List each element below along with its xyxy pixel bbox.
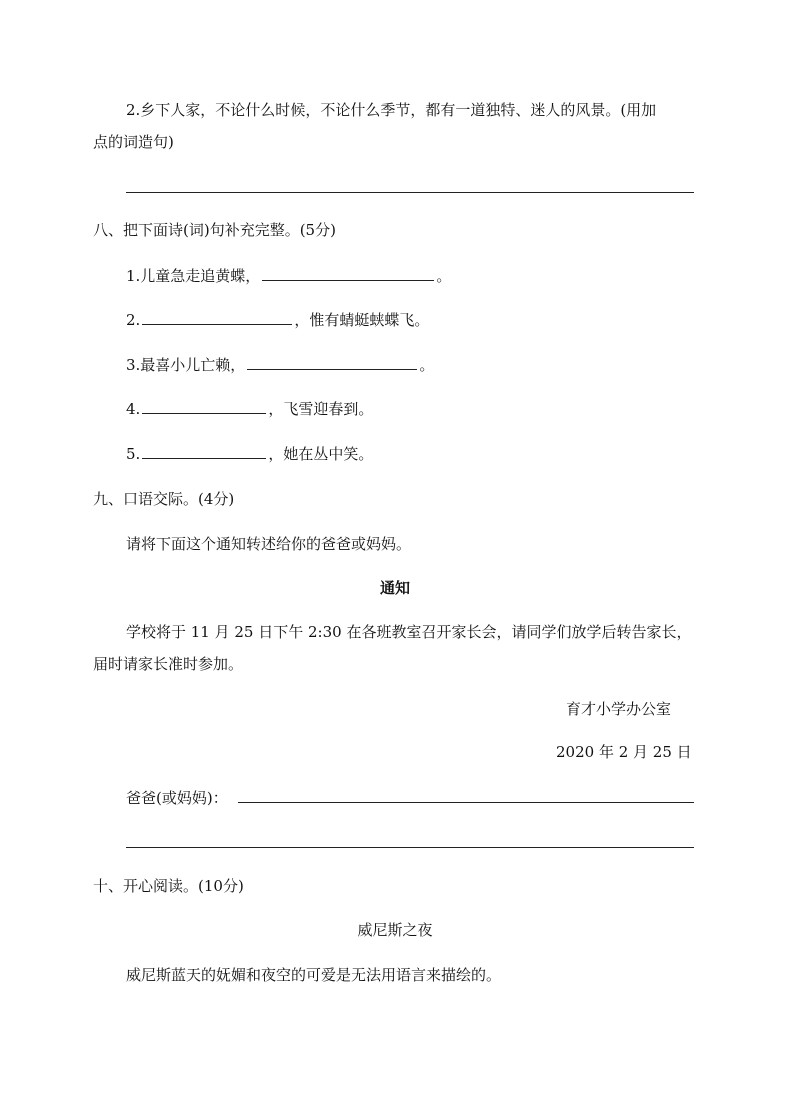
poem-item-1 [126,266,451,286]
poem-item-3-blank[interactable] [247,355,417,370]
poem-item-3-suffix: 。 [419,356,435,374]
poem-item-2-suffix: ，惟有蜻蜓蛱蝶飞。 [294,311,430,329]
poem-item-4-prefix: 4. [126,400,141,418]
poem-item-4-blank[interactable] [142,399,266,414]
section9-instruction: 请将下面这个通知转述给你的爸爸或妈妈。 [126,535,412,553]
poem-item-1-blank[interactable] [262,266,434,281]
poem-item-1-suffix: 。 [436,267,452,285]
passage-title: 威尼斯之夜 [357,921,433,939]
poem-item-5-blank[interactable] [142,444,266,459]
section10-heading: 十、开心阅读。(10分) [93,877,244,895]
section8-heading: 八、把下面诗(词)句补充完整。(5分) [93,221,336,239]
notice-date: 2020 年 2 月 25 日 [556,743,692,761]
poem-item-4 [126,399,373,419]
q7-answer-line[interactable] [126,192,694,193]
notice-line2: 届时请家长准时参加。 [93,655,244,673]
poem-item-5-suffix: ，她在丛中笑。 [268,445,374,463]
poem-item-1-prefix: 1.儿童急走追黄蝶， [126,267,261,285]
poem-item-3 [126,355,434,375]
poem-item-4-suffix: ，飞雪迎春到。 [268,400,374,418]
poem-item-3-prefix: 3.最喜小儿亡赖， [126,356,246,374]
answer-line-2[interactable] [126,847,694,848]
poem-item-2-blank[interactable] [142,310,292,325]
q7-item2-line2: 点的词造句) [93,133,174,151]
notice-title: 通知 [379,579,410,597]
passage-line1: 威尼斯蓝天的妩媚和夜空的可爱是无法用语言来描绘的。 [126,966,502,984]
q7-item2-line1: 2.乡下人家，不论什么时候，不论什么季节，都有一道独特、迷人的风景。(用加 [126,101,657,119]
section9-heading: 九、口语交际。(4分) [93,490,235,508]
poem-item-5-prefix: 5. [126,445,141,463]
notice-signature: 育才小学办公室 [566,700,672,718]
poem-item-2-prefix: 2. [126,311,141,329]
poem-item-5 [126,444,373,464]
poem-item-2 [126,310,429,330]
answer-label: 爸爸(或妈妈)： [126,789,228,807]
notice-line1: 学校将于 11 月 25 日下午 2:30 在各班教室召开家长会，请同学们放学后转告家长， [126,623,692,641]
answer-line-1[interactable] [238,802,694,803]
